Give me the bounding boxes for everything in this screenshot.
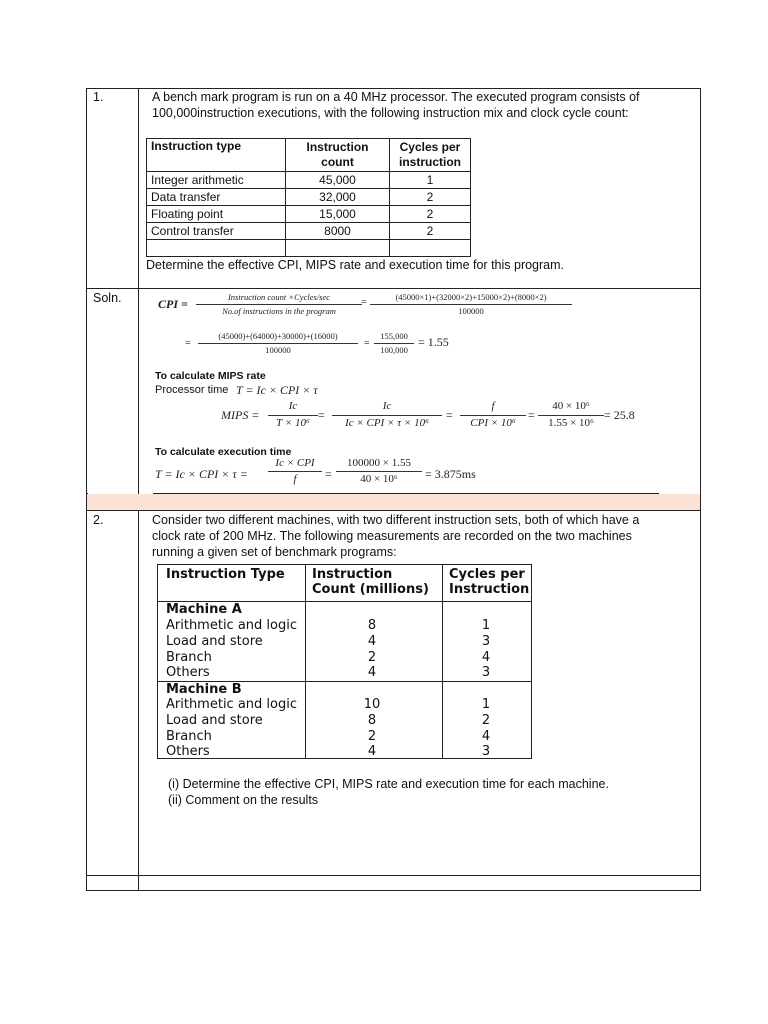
question-1-intro-line-1: A bench mark program is run on a 40 MHz processor. The executed program consists of xyxy=(152,90,640,104)
cell-count: 2 xyxy=(367,729,377,744)
cpi-fraction-1-numerator: Instruction count ×Cycles/sec xyxy=(227,292,331,302)
instruction-mix-table xyxy=(146,138,471,257)
exec-fraction-1-denominator: f xyxy=(293,473,297,485)
row-label: Branch xyxy=(166,729,212,744)
soln-cell-gap-mid xyxy=(139,489,153,494)
fraction-bar xyxy=(196,304,362,305)
question-2-intro-line-3: running a given set of benchmark programs: xyxy=(152,545,397,559)
table-row xyxy=(147,172,471,189)
cell-count: 2 xyxy=(367,650,377,665)
fraction-bar xyxy=(538,415,604,416)
equals-sign: = xyxy=(325,467,332,481)
row-label: Others xyxy=(166,665,210,680)
question-2-intro-line-1: Consider two different machines, with two different instruction sets, both of which have a xyxy=(152,513,640,527)
soln-cell-gap-left xyxy=(88,489,138,494)
cell-count: 4 xyxy=(367,634,377,649)
header-instruction-count: Instruction Count (millions) xyxy=(312,567,429,597)
table-header-row xyxy=(147,139,471,172)
cpi-result: = 1.55 xyxy=(418,335,449,349)
question-2-part-ii: (ii) Comment on the results xyxy=(168,793,319,807)
question-1-number: 1. xyxy=(93,90,104,104)
cell-count: 8 xyxy=(367,713,377,728)
mips-result: = 25.8 xyxy=(604,408,635,422)
cell-count: 10 xyxy=(363,697,381,712)
row-label: Others xyxy=(166,744,210,759)
row-divider-band-bottom xyxy=(86,510,701,511)
cell-cycles: 1 xyxy=(390,172,471,189)
header-cycles-per-instruction: Cycles per instruction xyxy=(390,139,471,172)
question-1-prompt: Determine the effective CPI, MIPS rate and execution time for this program. xyxy=(146,258,565,272)
fraction-bar xyxy=(198,343,358,344)
cell-type: Integer arithmetic xyxy=(147,172,286,189)
mips-fraction-2-numerator: Ic xyxy=(382,400,392,412)
cell-cycles: 4 xyxy=(481,650,491,665)
equals-sign: = xyxy=(318,408,325,422)
processor-time-label: Processor time xyxy=(155,384,229,396)
cpi-lhs: CPI = xyxy=(158,297,188,311)
mips-lhs: MIPS = xyxy=(221,408,260,422)
cell-type: Control transfer xyxy=(147,223,286,240)
fraction-bar xyxy=(268,415,318,416)
cell-type: Floating point xyxy=(147,206,286,223)
column-divider xyxy=(442,565,443,758)
question-2-number: 2. xyxy=(93,513,104,527)
separator-band xyxy=(87,493,700,510)
row-label: Load and store xyxy=(166,713,263,728)
execution-time-heading: To calculate execution time xyxy=(155,446,292,458)
mips-fraction-4-numerator: 40 × 10⁶ xyxy=(552,400,590,412)
cell-count: 32,000 xyxy=(286,189,390,206)
cell-cycles xyxy=(390,240,471,257)
table-row xyxy=(147,223,471,240)
fraction-bar xyxy=(336,471,422,472)
cell-cycles: 2 xyxy=(390,223,471,240)
cell-type: Data transfer xyxy=(147,189,286,206)
mips-fraction-1-denominator: T × 10⁶ xyxy=(276,417,310,429)
row-label: Load and store xyxy=(166,634,263,649)
question-2-part-i: (i) Determine the effective CPI, MIPS rate and execution time for each machine. xyxy=(168,777,609,791)
mips-fraction-3-denominator: CPI × 10⁶ xyxy=(470,417,516,429)
cell-cycles: 2 xyxy=(390,206,471,223)
exec-fraction-2-denominator: 40 × 10⁶ xyxy=(360,473,398,485)
fraction-bar xyxy=(460,415,526,416)
row-divider-soln xyxy=(86,288,701,289)
mips-heading: To calculate MIPS rate xyxy=(155,370,266,382)
cpi-fraction-3-numerator: (45000)+(64000)+30000)+(16000) xyxy=(218,331,338,341)
cpi-fraction-2-denominator: 100000 xyxy=(458,306,484,316)
soln-cell-gap-right xyxy=(659,489,700,494)
header-instruction-type: Instruction type xyxy=(147,139,286,172)
cell-cycles: 2 xyxy=(481,713,491,728)
cell-count: 8 xyxy=(367,618,377,633)
cpi-fraction-3-denominator: 100000 xyxy=(265,345,291,355)
cell-count xyxy=(286,240,390,257)
cpi-fraction-2-numerator: (45000×1)+(32000×2)+15000×2)+(8000×2) xyxy=(395,292,547,302)
solution-label: Soln. xyxy=(93,291,122,305)
cell-count: 4 xyxy=(367,665,377,680)
question-1-intro-line-2: 100,000instruction executions, with the following instruction mix and clock cycle count: xyxy=(152,106,629,120)
equals-sign: = xyxy=(528,408,535,422)
cell-cycles: 3 xyxy=(481,634,491,649)
cell-count: 15,000 xyxy=(286,206,390,223)
fraction-bar xyxy=(332,415,442,416)
equals-sign: = xyxy=(361,297,367,308)
table-row xyxy=(147,206,471,223)
table-row xyxy=(147,189,471,206)
row-divider-bottom xyxy=(86,875,701,876)
processor-time-formula: T = Ic × CPI × τ xyxy=(236,383,318,397)
mips-fraction-4-denominator: 1.55 × 10⁶ xyxy=(548,417,594,429)
cell-cycles: 3 xyxy=(481,744,491,759)
header-instruction-count: Instruction count xyxy=(286,139,390,172)
cell-cycles: 2 xyxy=(390,189,471,206)
mips-fraction-1-numerator: Ic xyxy=(288,400,298,412)
cpi-fraction-1-denominator: No.of instructions in the program xyxy=(222,306,336,316)
row-divider-band-top xyxy=(86,493,701,494)
equals-sign: = xyxy=(185,338,191,349)
mips-fraction-2-denominator: Ic × CPI × τ × 10⁶ xyxy=(345,417,429,429)
fraction-bar xyxy=(370,304,572,305)
execution-time-lhs: T = Ic × CPI × τ = xyxy=(155,467,248,481)
row-label: Branch xyxy=(166,650,212,665)
header-instruction-type: Instruction Type xyxy=(166,567,285,582)
column-divider xyxy=(305,565,306,758)
cell-cycles: 1 xyxy=(481,618,491,633)
cpi-fraction-4-denominator: 100,000 xyxy=(380,345,408,355)
exec-fraction-2-numerator: 100000 × 1.55 xyxy=(347,457,411,469)
fraction-bar xyxy=(268,471,322,472)
cell-count: 4 xyxy=(367,744,377,759)
cell-count: 45,000 xyxy=(286,172,390,189)
cell-count: 8000 xyxy=(286,223,390,240)
row-label: Arithmetic and logic xyxy=(166,618,298,633)
group-machine-a: Machine A xyxy=(166,602,242,617)
mips-fraction-3-numerator: f xyxy=(491,400,495,412)
table-row-empty xyxy=(147,240,471,257)
question-2-intro-line-2: clock rate of 200 MHz. The following measurements are recorded on the two machines xyxy=(152,529,632,543)
equals-sign: = xyxy=(446,408,453,422)
cell-cycles: 4 xyxy=(481,729,491,744)
group-machine-b: Machine B xyxy=(166,682,242,697)
equals-sign: = xyxy=(364,338,370,349)
exec-fraction-1-numerator: Ic × CPI xyxy=(275,457,315,469)
row-label: Arithmetic and logic xyxy=(166,697,298,712)
cpi-fraction-4-numerator: 155,000 xyxy=(380,331,408,341)
cell-type xyxy=(147,240,286,257)
cell-cycles: 3 xyxy=(481,665,491,680)
machine-comparison-table xyxy=(157,564,532,759)
execution-time-result: = 3.875ms xyxy=(425,467,476,481)
fraction-bar xyxy=(374,343,414,344)
cell-cycles: 1 xyxy=(481,697,491,712)
header-cycles-per-instruction: Cycles per Instruction xyxy=(449,567,530,597)
